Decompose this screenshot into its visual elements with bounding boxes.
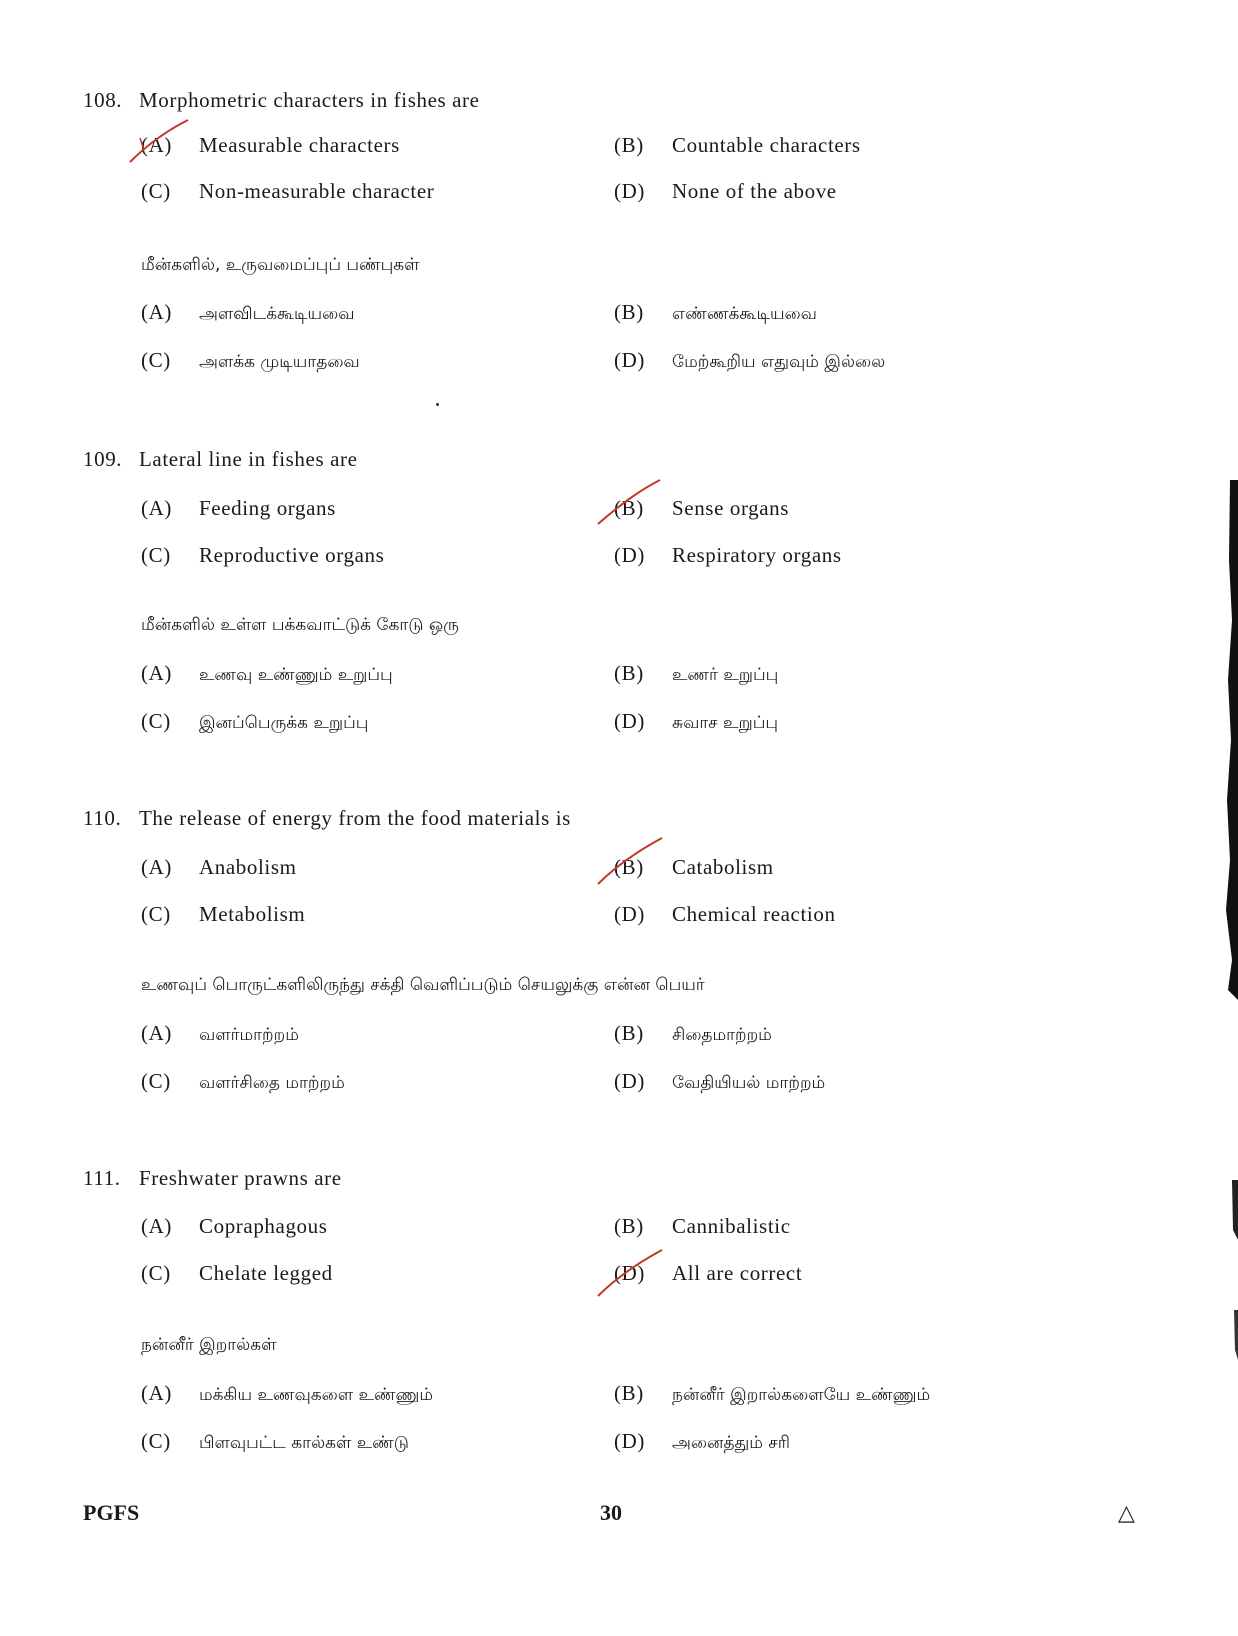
tamil-option-c[interactable]: (C) அளக்க முடியாதவை	[141, 348, 360, 372]
option-a[interactable]: (A) Feeding organs	[141, 496, 336, 520]
tamil-option-c[interactable]: (C) இனப்பெருக்க உறுப்பு	[141, 709, 369, 733]
question-stem	[83, 806, 571, 831]
option-c[interactable]: (C) Reproductive organs	[141, 543, 385, 567]
tamil-option-b[interactable]: (B) உணர் உறுப்பு	[614, 661, 779, 685]
question-number: 110.	[83, 806, 122, 830]
option-b[interactable]: (B) Cannibalistic	[614, 1214, 791, 1238]
tick-mark-icon	[124, 118, 194, 168]
question-stem	[83, 447, 358, 472]
option-d[interactable]: (D) All are correct	[614, 1261, 803, 1285]
option-b[interactable]: (B) Catabolism	[614, 855, 774, 879]
tamil-option-c[interactable]: (C) வளர்சிதை மாற்றம்	[141, 1069, 345, 1093]
tamil-option-c[interactable]: (C) பிளவுபட்ட கால்கள் உண்டு	[141, 1429, 409, 1453]
option-b[interactable]: (B) Countable characters	[614, 133, 861, 157]
scan-speck	[436, 403, 439, 406]
tamil-option-b[interactable]: (B) எண்ணக்கூடியவை	[614, 300, 817, 324]
option-c[interactable]: (C) Non-measurable character	[141, 179, 435, 203]
tamil-option-d[interactable]: (D) அனைத்தும் சரி	[614, 1429, 791, 1453]
option-a[interactable]: (A) Anabolism	[141, 855, 297, 879]
question-number: 109.	[83, 447, 123, 471]
tamil-option-a[interactable]: (A) வளர்மாற்றம்	[141, 1021, 299, 1045]
tamil-question-text: நன்னீர் இறால்கள்	[141, 1335, 277, 1355]
tamil-question-text: உணவுப் பொருட்களிலிருந்து சக்தி வெளிப்படும் செயலுக்கு என்ன பெயர்	[141, 975, 705, 995]
question-stem	[83, 1166, 342, 1191]
question-number: 111.	[83, 1166, 121, 1190]
question-text: Lateral line in fishes are	[139, 447, 358, 471]
tamil-option-d[interactable]: (D) வேதியியல் மாற்றம்	[614, 1069, 826, 1093]
option-d[interactable]: (D) None of the above	[614, 179, 837, 203]
tamil-option-d[interactable]: (D) சுவாச உறுப்பு	[614, 709, 778, 733]
option-d[interactable]: (D) Chemical reaction	[614, 902, 836, 926]
question-text: The release of energy from the food materials is	[139, 806, 571, 830]
question-text: Morphometric characters in fishes are	[139, 88, 480, 112]
option-a[interactable]: (A) Copraphagous	[141, 1214, 328, 1238]
tick-mark-icon	[594, 1248, 664, 1298]
tick-mark-icon	[594, 478, 664, 528]
tamil-option-b[interactable]: (B) சிதைமாற்றம்	[614, 1021, 772, 1045]
tamil-option-b[interactable]: (B) நன்னீர் இறால்களையே உண்ணும்	[614, 1381, 931, 1405]
page-number: 30	[600, 1500, 622, 1525]
option-c[interactable]: (C) Chelate legged	[141, 1261, 333, 1285]
tamil-option-a[interactable]: (A) உணவு உண்ணும் உறுப்பு	[141, 661, 393, 685]
option-a[interactable]: (A) Measurable characters	[141, 133, 400, 157]
option-c[interactable]: (C) Metabolism	[141, 902, 306, 926]
question-stem	[83, 88, 480, 113]
option-b[interactable]: (B) Sense organs	[614, 496, 790, 520]
scan-edge-shadow	[1208, 480, 1238, 1590]
option-d[interactable]: (D) Respiratory organs	[614, 543, 842, 567]
tick-mark-icon	[594, 836, 664, 886]
tamil-option-a[interactable]: (A) மக்கிய உணவுகளை உண்ணும்	[141, 1381, 434, 1405]
tamil-option-a[interactable]: (A) அளவிடக்கூடியவை	[141, 300, 355, 324]
tamil-question-text: மீன்களில் உள்ள பக்கவாட்டுக் கோடு ஒரு	[141, 615, 459, 635]
tamil-option-d[interactable]: (D) மேற்கூறிய எதுவும் இல்லை	[614, 348, 886, 372]
question-text: Freshwater prawns are	[139, 1166, 342, 1190]
tamil-question-text: மீன்களில், உருவமைப்புப் பண்புகள்	[141, 255, 420, 275]
question-number: 108.	[83, 88, 123, 112]
triangle-icon: △	[1118, 1500, 1135, 1525]
paper-code: PGFS	[83, 1500, 140, 1525]
